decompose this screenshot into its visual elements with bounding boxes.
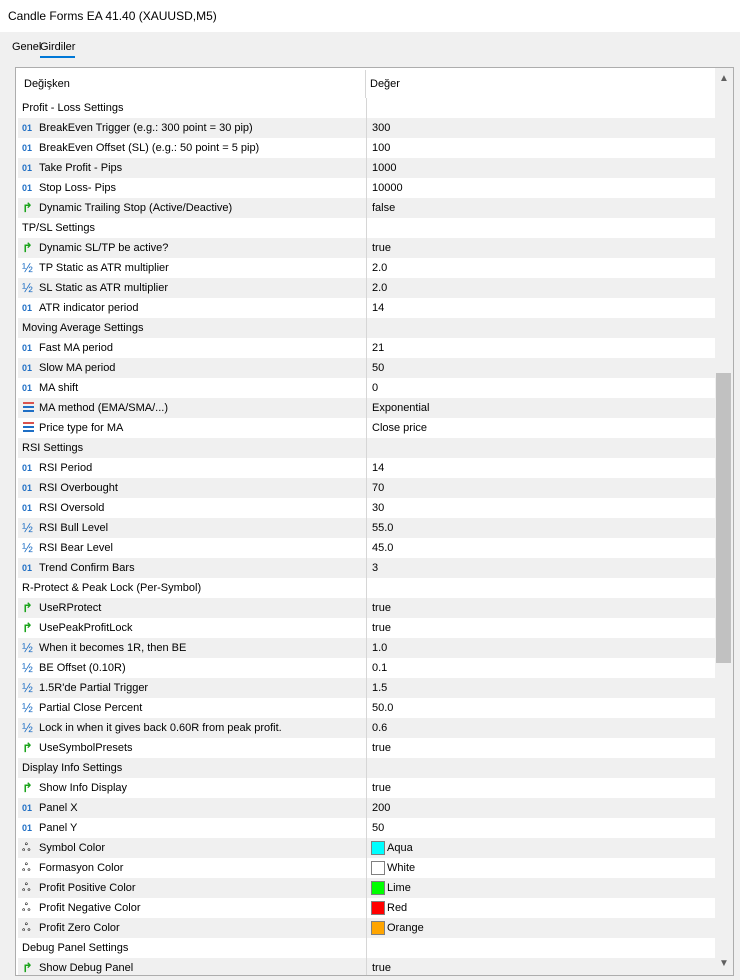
boolean-icon: ↱ — [22, 600, 33, 615]
value-text[interactable]: 1000 — [372, 162, 397, 174]
color-swatch[interactable] — [371, 861, 385, 875]
variable-label: BreakEven Offset (SL) (e.g.: 50 point = 5 pip) — [39, 142, 260, 154]
variable-label: Dynamic SL/TP be active? — [39, 242, 169, 254]
variable-cell — [18, 218, 365, 238]
table-row[interactable] — [18, 118, 715, 138]
double-icon: ½ — [22, 640, 33, 655]
variable-cell — [18, 298, 365, 318]
section-label: Display Info Settings — [22, 762, 123, 774]
variable-cell — [18, 398, 365, 418]
section-row[interactable] — [18, 218, 715, 238]
section-row[interactable] — [18, 758, 715, 778]
value-text[interactable]: 0.1 — [372, 662, 388, 674]
value-cell[interactable] — [366, 598, 716, 618]
variable-label: Show Info Display — [39, 782, 128, 794]
value-text[interactable]: 30 — [372, 502, 385, 514]
value-text[interactable]: 1.5 — [372, 682, 388, 694]
integer-icon: 01 — [22, 363, 33, 373]
table-row[interactable] — [18, 858, 715, 878]
value-text[interactable]: 2.0 — [372, 262, 388, 274]
value-text[interactable]: 200 — [372, 802, 391, 814]
integer-icon: 01 — [22, 483, 33, 493]
section-label: Profit - Loss Settings — [22, 102, 124, 114]
variable-label: BreakEven Trigger (e.g.: 300 point = 30 pip) — [39, 122, 253, 134]
value-text[interactable]: 14 — [372, 462, 385, 474]
variable-label: Symbol Color — [39, 842, 106, 854]
tab-girdiler[interactable]: Girdiler — [40, 41, 75, 58]
variable-label: RSI Overbought — [39, 482, 118, 494]
variable-cell — [18, 458, 365, 478]
variable-label: Price type for MA — [39, 422, 124, 434]
value-text[interactable]: 50 — [372, 362, 385, 374]
table-row[interactable] — [18, 718, 715, 738]
variable-label: 1.5R'de Partial Trigger — [39, 682, 149, 694]
table-header — [18, 70, 715, 98]
section-label: TP/SL Settings — [22, 222, 95, 234]
variable-cell — [18, 618, 365, 638]
color-icon: ஃ — [22, 882, 31, 894]
variable-cell — [18, 318, 365, 338]
variable-cell — [18, 638, 365, 658]
integer-icon: 01 — [22, 463, 33, 473]
double-icon: ½ — [22, 260, 33, 275]
table-row[interactable] — [18, 338, 715, 358]
value-cell[interactable] — [366, 298, 716, 318]
column-header-value[interactable]: Değer — [370, 78, 400, 90]
table-row[interactable] — [18, 618, 715, 638]
double-icon: ½ — [22, 680, 33, 695]
column-header-variable[interactable]: Değişken — [24, 78, 70, 90]
table-row[interactable] — [18, 518, 715, 538]
value-text[interactable]: false — [372, 202, 396, 214]
variable-cell — [18, 818, 365, 838]
value-text[interactable]: true — [372, 962, 391, 974]
variable-label: UseSymbolPresets — [39, 742, 133, 754]
value-cell[interactable] — [366, 958, 716, 976]
value-cell[interactable] — [366, 138, 716, 158]
table-row[interactable] — [18, 398, 715, 418]
section-row[interactable] — [18, 578, 715, 598]
value-cell[interactable] — [366, 398, 716, 418]
table-row[interactable] — [18, 198, 715, 218]
variable-label: Profit Zero Color — [39, 922, 120, 934]
value-text[interactable]: 3 — [372, 562, 379, 574]
value-cell[interactable] — [366, 738, 716, 758]
value-cell — [366, 758, 716, 778]
color-icon: ஃ — [22, 902, 31, 914]
value-cell[interactable] — [366, 518, 716, 538]
value-cell[interactable] — [366, 258, 716, 278]
variable-cell — [18, 238, 365, 258]
value-text[interactable]: true — [372, 782, 391, 794]
value-text[interactable]: 1.0 — [372, 642, 388, 654]
variable-cell — [18, 898, 365, 918]
variable-label: MA method (EMA/SMA/...) — [39, 402, 168, 414]
table-row[interactable] — [18, 598, 715, 618]
variable-label: When it becomes 1R, then BE — [39, 642, 187, 654]
table-row[interactable] — [18, 958, 715, 976]
inputs-table — [18, 70, 715, 976]
value-text[interactable]: 0 — [372, 382, 379, 394]
table-row[interactable] — [18, 278, 715, 298]
variable-label: Slow MA period — [39, 362, 116, 374]
value-cell[interactable] — [366, 538, 716, 558]
value-text[interactable]: 2.0 — [372, 282, 388, 294]
integer-icon: 01 — [22, 803, 33, 813]
value-cell[interactable] — [366, 378, 716, 398]
section-label: Moving Average Settings — [22, 322, 144, 334]
value-cell[interactable] — [366, 338, 716, 358]
value-text[interactable]: true — [372, 622, 391, 634]
table-row[interactable] — [18, 778, 715, 798]
variable-cell — [18, 858, 365, 878]
section-label: R-Protect & Peak Lock (Per-Symbol) — [22, 582, 202, 594]
value-cell[interactable] — [366, 198, 716, 218]
value-cell[interactable] — [366, 798, 716, 818]
value-cell[interactable] — [366, 118, 716, 138]
variable-label: RSI Bear Level — [39, 542, 113, 554]
value-text[interactable]: Close price — [372, 422, 428, 434]
tab-strip — [0, 32, 740, 62]
variable-cell — [18, 918, 365, 938]
variable-label: Lock in when it gives back 0.60R from peak profit. — [39, 722, 282, 734]
integer-icon: 01 — [22, 563, 33, 573]
variable-cell — [18, 798, 365, 818]
integer-icon: 01 — [22, 823, 33, 833]
value-cell — [366, 938, 716, 958]
value-cell[interactable] — [366, 858, 716, 878]
value-text[interactable]: 14 — [372, 302, 385, 314]
variable-label: TP Static as ATR multiplier — [39, 262, 169, 274]
variable-label: Panel Y — [39, 822, 78, 834]
variable-cell — [18, 118, 365, 138]
table-row[interactable] — [18, 658, 715, 678]
value-text[interactable]: true — [372, 602, 391, 614]
integer-icon: 01 — [22, 163, 33, 173]
section-row[interactable] — [18, 938, 715, 958]
integer-icon: 01 — [22, 383, 33, 393]
variable-label: RSI Period — [39, 462, 93, 474]
variable-cell — [18, 878, 365, 898]
value-cell[interactable] — [366, 478, 716, 498]
color-swatch[interactable] — [371, 841, 385, 855]
table-row[interactable] — [18, 798, 715, 818]
variable-label: ATR indicator period — [39, 302, 139, 314]
table-row[interactable] — [18, 738, 715, 758]
value-cell[interactable] — [366, 618, 716, 638]
variable-cell — [18, 358, 365, 378]
section-row[interactable] — [18, 318, 715, 338]
value-text[interactable]: Orange — [387, 922, 424, 934]
integer-icon: 01 — [22, 183, 33, 193]
color-icon: ஃ — [22, 862, 31, 874]
section-label: RSI Settings — [22, 442, 84, 454]
table-row[interactable] — [18, 838, 715, 858]
boolean-icon: ↱ — [22, 960, 33, 975]
integer-icon: 01 — [22, 303, 33, 313]
color-swatch[interactable] — [371, 901, 385, 915]
variable-cell — [18, 778, 365, 798]
table-row[interactable] — [18, 638, 715, 658]
variable-label: Stop Loss- Pips — [39, 182, 117, 194]
boolean-icon: ↱ — [22, 200, 33, 215]
value-cell[interactable] — [366, 898, 716, 918]
variable-cell — [18, 658, 365, 678]
variable-cell — [18, 478, 365, 498]
value-text[interactable]: 10000 — [372, 182, 403, 194]
variable-cell — [18, 558, 365, 578]
table-row[interactable] — [18, 818, 715, 838]
variable-cell — [18, 838, 365, 858]
variable-label: Show Debug Panel — [39, 962, 134, 974]
color-swatch[interactable] — [371, 921, 385, 935]
variable-label: Take Profit - Pips — [39, 162, 123, 174]
integer-icon: 01 — [22, 503, 33, 513]
value-cell[interactable] — [366, 458, 716, 478]
variable-cell — [18, 158, 365, 178]
table-row[interactable] — [18, 538, 715, 558]
variable-cell — [18, 378, 365, 398]
value-cell[interactable] — [366, 698, 716, 718]
table-body — [18, 98, 715, 976]
variable-label: UseRProtect — [39, 602, 102, 614]
value-text[interactable]: 100 — [372, 142, 391, 154]
boolean-icon: ↱ — [22, 240, 33, 255]
table-row[interactable] — [18, 678, 715, 698]
variable-label: Trend Confirm Bars — [39, 562, 135, 574]
double-icon: ½ — [22, 720, 33, 735]
value-cell[interactable] — [366, 158, 716, 178]
value-cell[interactable] — [366, 918, 716, 938]
variable-cell — [18, 678, 365, 698]
double-icon: ½ — [22, 280, 33, 295]
window-title: Candle Forms EA 41.40 (XAUUSD,M5) — [8, 9, 217, 23]
table-row[interactable] — [18, 418, 715, 438]
double-icon: ½ — [22, 700, 33, 715]
variable-label: Dynamic Trailing Stop (Active/Deactive) — [39, 202, 233, 214]
variable-label: Formasyon Color — [39, 862, 124, 874]
boolean-icon: ↱ — [22, 740, 33, 755]
inputs-table-frame — [15, 67, 734, 976]
section-label: Debug Panel Settings — [22, 942, 129, 954]
value-text[interactable]: true — [372, 242, 391, 254]
variable-cell — [18, 718, 365, 738]
double-icon: ½ — [22, 540, 33, 555]
value-text[interactable]: 0.6 — [372, 722, 388, 734]
value-text[interactable]: 55.0 — [372, 522, 394, 534]
table-row[interactable] — [18, 358, 715, 378]
value-text[interactable]: White — [387, 862, 416, 874]
value-cell — [366, 218, 716, 238]
table-row[interactable] — [18, 138, 715, 158]
value-cell[interactable] — [366, 878, 716, 898]
value-cell[interactable] — [366, 178, 716, 198]
variable-cell — [18, 98, 365, 118]
variable-label: MA shift — [39, 382, 79, 394]
table-row[interactable] — [18, 918, 715, 938]
value-text[interactable]: Lime — [387, 882, 411, 894]
variable-label: UsePeakProfitLock — [39, 622, 133, 634]
table-row[interactable] — [18, 238, 715, 258]
value-cell[interactable] — [366, 838, 716, 858]
value-text[interactable]: Aqua — [387, 842, 413, 854]
variable-cell — [18, 958, 365, 976]
variable-cell — [18, 338, 365, 358]
variable-cell — [18, 498, 365, 518]
value-text[interactable]: true — [372, 742, 391, 754]
variable-cell — [18, 538, 365, 558]
scroll-thumb[interactable] — [716, 373, 731, 663]
color-icon: ஃ — [22, 922, 31, 934]
variable-label: RSI Oversold — [39, 502, 105, 514]
variable-cell — [18, 138, 365, 158]
boolean-icon: ↱ — [22, 780, 33, 795]
variable-label: Profit Positive Color — [39, 882, 136, 894]
color-icon: ஃ — [22, 842, 31, 854]
value-cell — [366, 98, 716, 118]
table-row[interactable] — [18, 698, 715, 718]
boolean-icon: ↱ — [22, 620, 33, 635]
color-swatch[interactable] — [371, 881, 385, 895]
tab-genel[interactable]: Genel — [12, 41, 42, 53]
variable-cell — [18, 518, 365, 538]
table-row[interactable] — [18, 458, 715, 478]
value-cell — [366, 438, 716, 458]
variable-label: RSI Bull Level — [39, 522, 109, 534]
column-divider[interactable] — [365, 70, 366, 98]
table-row[interactable] — [18, 898, 715, 918]
variable-label: Panel X — [39, 802, 78, 814]
variable-cell — [18, 738, 365, 758]
double-icon: ½ — [22, 660, 33, 675]
integer-icon: 01 — [22, 343, 33, 353]
value-cell[interactable] — [366, 658, 716, 678]
variable-cell — [18, 198, 365, 218]
variable-cell — [18, 578, 365, 598]
variable-cell — [18, 758, 365, 778]
integer-icon: 01 — [22, 143, 33, 153]
value-cell[interactable] — [366, 418, 716, 438]
value-text[interactable]: 70 — [372, 482, 385, 494]
value-text[interactable]: 45.0 — [372, 542, 394, 554]
integer-icon: 01 — [22, 123, 33, 133]
value-cell[interactable] — [366, 238, 716, 258]
enum-icon — [23, 422, 34, 433]
vertical-scrollbar[interactable] — [715, 68, 733, 975]
value-cell[interactable] — [366, 638, 716, 658]
variable-label: Profit Negative Color — [39, 902, 141, 914]
value-text[interactable]: 50 — [372, 822, 385, 834]
variable-cell — [18, 938, 365, 958]
variable-cell — [18, 278, 365, 298]
value-text[interactable]: Exponential — [372, 402, 430, 414]
variable-cell — [18, 258, 365, 278]
variable-cell — [18, 438, 365, 458]
value-cell[interactable] — [366, 818, 716, 838]
variable-label: Fast MA period — [39, 342, 113, 354]
scroll-up-icon[interactable]: ▲ — [719, 73, 729, 84]
scroll-down-icon[interactable]: ▼ — [719, 958, 729, 969]
value-cell[interactable] — [366, 358, 716, 378]
table-row[interactable] — [18, 258, 715, 278]
table-row[interactable] — [18, 378, 715, 398]
value-cell[interactable] — [366, 558, 716, 578]
value-cell[interactable] — [366, 678, 716, 698]
variable-label: Partial Close Percent — [39, 702, 143, 714]
value-text[interactable]: 21 — [372, 342, 385, 354]
value-text[interactable]: Red — [387, 902, 408, 914]
table-row[interactable] — [18, 498, 715, 518]
table-row[interactable] — [18, 878, 715, 898]
section-row[interactable] — [18, 98, 715, 118]
value-cell[interactable] — [366, 778, 716, 798]
variable-label: BE Offset (0.10R) — [39, 662, 126, 674]
table-row[interactable] — [18, 478, 715, 498]
variable-cell — [18, 178, 365, 198]
section-row[interactable] — [18, 438, 715, 458]
variable-cell — [18, 698, 365, 718]
title-bar — [0, 0, 740, 32]
table-row[interactable] — [18, 298, 715, 318]
table-row[interactable] — [18, 158, 715, 178]
value-text[interactable]: 300 — [372, 122, 391, 134]
value-cell[interactable] — [366, 278, 716, 298]
double-icon: ½ — [22, 520, 33, 535]
value-text[interactable]: 50.0 — [372, 702, 394, 714]
value-cell — [366, 318, 716, 338]
variable-cell — [18, 418, 365, 438]
variable-label: SL Static as ATR multiplier — [39, 282, 168, 294]
value-cell[interactable] — [366, 498, 716, 518]
enum-icon — [23, 402, 34, 413]
value-cell — [366, 578, 716, 598]
table-row[interactable] — [18, 178, 715, 198]
table-row[interactable] — [18, 558, 715, 578]
variable-cell — [18, 598, 365, 618]
value-cell[interactable] — [366, 718, 716, 738]
